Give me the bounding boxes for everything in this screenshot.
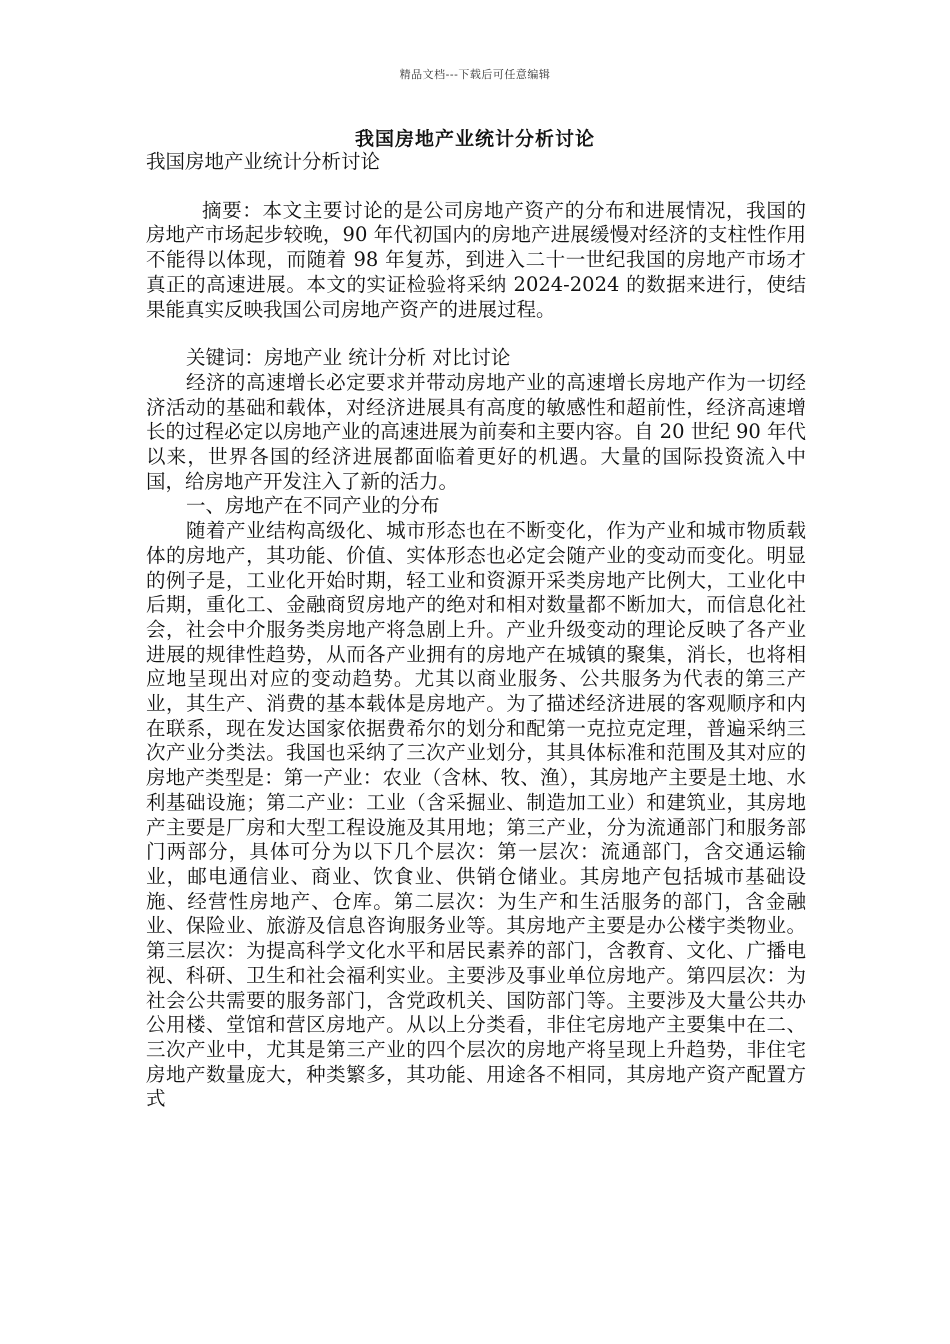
section-heading: 一、房地产在不同产业的分布 [186, 494, 440, 518]
document-body [146, 150, 806, 1112]
spacer [146, 175, 806, 199]
intro-paragraph: 经济的高速增长必定要求并带动房地产业的高速增长房地产作为一切经济活动的基础和载体，对经济进展具有高度的敏感性和超前性，经济高速增长的过程必定以房地产业的高速进展为前奏和主要内容。自 20 世纪 90 年代以来，世界各国的经济进展都面临着更好的机遇。大量的国际投资流入中国，给房地产开发注入了新的活力。 [146, 370, 806, 493]
abstract-paragraph: 摘要：本文主要讨论的是公司房地产资产的分布和进展情况，我国的房地产市场起步较晚，90 年代初国内的房地产进展缓慢对经济的支柱性作用不能得以体现，而随着 98 年复苏，到进入二十一世纪我国的房地产市场才真正的高速进展。本文的实证检验将采纳 2024-2024 的数据来进行，使结果能真实反映我国公司房地产资产的进展过程。 [146, 198, 806, 321]
header-note: 精品文档---下载后可任意编辑 [399, 68, 551, 81]
spacer [146, 322, 806, 346]
document-title: 我国房地产业统计分析讨论 [354, 128, 595, 150]
keywords-line: 关键词：房地产业 统计分析 对比讨论 [186, 346, 511, 370]
section-paragraph: 随着产业结构高级化、城市形态也在不断变化，作为产业和城市物质载体的房地产，其功能、价值、实体形态也必定会随产业的变动而变化。明显的例子是，工业化开始时期，轻工业和资源开采类房地产比例大，工业化中后期，重化工、金融商贸房地产的绝对和相对数量都不断加大，而信息化社会，社会中介服务类房地产将急剧上升。产业升级变动的理论反映了各产业进展的规律性趋势，从而各产业拥有的房地产在城镇的聚集，消长，也将相应地呈现出对应的变动趋势。尤其以商业服务、公共服务为代表的第三产业，其生产、消费的基本载体是房地产。为了描述经济进展的客观顺序和内在联系，现在发达国家依据费希尔的划分和配第一克拉克定理，普遍采纳三次产业分类法。我国也采纳了三次产业划分，其具体标准和范围及其对应的房地产类型是：第一产业：农业（含林、牧、渔），其房地产主要是土地、水利基础设施；第二产业：工业（含采掘业、制造加工业）和建筑业，其房地产主要是厂房和大型工程设施及其用地；第三产业，分为流通部门和服务部门两部分，具体可分为以下几个层次：第一层次：流通部门，含交通运输业，邮电通信业、商业、饮食业、供销仓储业。其房地产包括城市基础设施、经营性房地产、仓库。第二层次：为生产和生活服务的部门，含金融业、保险业、旅游及信息咨询服务业等。其房地产主要是办公楼宇类物业。第三层次：为提高科学文化水平和居民素养的部门，含教育、文化、广播电视、科研、卫生和社会福利实业。主要涉及事业单位房地产。第四层次：为社会公共需要的服务部门，含党政机关、国防部门等。主要涉及大量公共办公用楼、堂馆和营区房地产。从以上分类看，非住宅房地产主要集中在二、三次产业中，尤其是第三产业的四个层次的房地产将呈现上升趋势，非住宅房地产数量庞大，种类繁多，其功能、用途各不相同，其房地产资产配置方式 [146, 519, 806, 1111]
document-subtitle: 我国房地产业统计分析讨论 [146, 150, 381, 173]
